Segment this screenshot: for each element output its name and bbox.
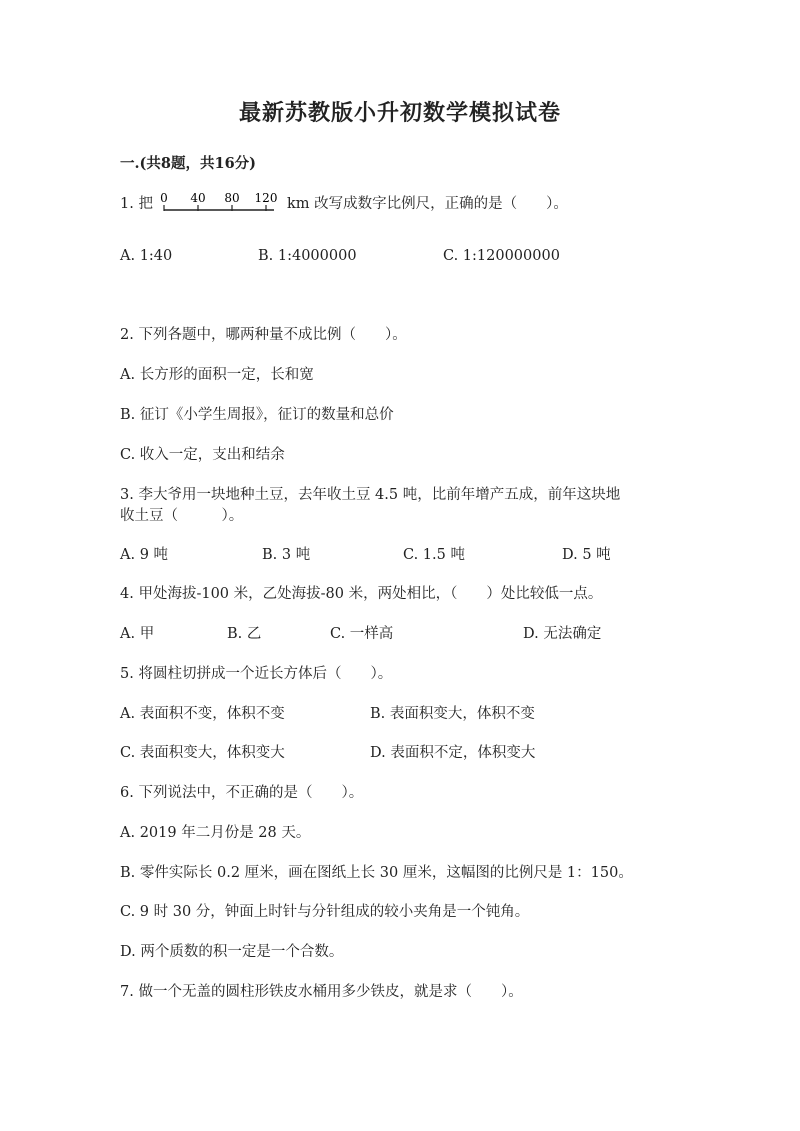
q3-text-line2: 收土豆（ ）。: [120, 508, 244, 524]
q5-option-d: D. 表面积不定，体积变大: [370, 745, 536, 761]
q5-text: 5. 将圆柱切拼成一个近长方体后（ ）。: [120, 666, 393, 682]
scale-label: 0: [160, 191, 168, 205]
q3-option-c: C. 1.5 吨: [403, 547, 465, 563]
q1-option-c: C. 1:120000000: [443, 248, 560, 264]
section-heading: 一.(共8题，共16分): [120, 155, 257, 172]
q4-option-a: A. 甲: [120, 626, 155, 642]
scale-label: 40: [190, 191, 206, 205]
scale-bar-graphic: [158, 190, 280, 216]
q5-option-c: C. 表面积变大，体积变大: [120, 745, 285, 761]
q3-option-a: A. 9 吨: [120, 547, 169, 563]
q6-option-b: B. 零件实际长 0.2 厘米，画在图纸上长 30 厘米，这幅图的比例尺是 1：150。: [120, 865, 633, 881]
q1-suffix: km 改写成数字比例尺，正确的是（ ）。: [287, 196, 568, 212]
q6-option-a: A. 2019 年二月份是 28 天。: [120, 825, 311, 841]
q3-option-d: D. 5 吨: [562, 547, 611, 563]
q1-prefix: 1. 把: [120, 196, 153, 212]
q4-option-c: C. 一样高: [330, 626, 394, 642]
q6-text: 6. 下列说法中，不正确的是（ ）。: [120, 785, 364, 801]
scale-bar: [158, 190, 280, 216]
q2-option-b: B. 征订《小学生周报》，征订的数量和总价: [120, 407, 394, 423]
q5-option-a: A. 表面积不变，体积不变: [120, 706, 285, 722]
q5-option-b: B. 表面积变大，体积不变: [370, 706, 535, 722]
q2-option-a: A. 长方形的面积一定，长和宽: [120, 367, 314, 383]
q6-option-d: D. 两个质数的积一定是一个合数。: [120, 944, 344, 960]
q3-text-line1: 3. 李大爷用一块地种土豆，去年收土豆 4.5 吨，比前年增产五成，前年这块地: [120, 487, 621, 503]
q1-option-b: B. 1:4000000: [258, 248, 357, 264]
q4-text: 4. 甲处海拔-100 米，乙处海拔-80 米，两处相比，（ ）处比较低一点。: [120, 586, 603, 602]
q7-text: 7. 做一个无盖的圆柱形铁皮水桶用多少铁皮，就是求（ ）。: [120, 984, 523, 1000]
q2-text: 2. 下列各题中，哪两种量不成比例（ ）。: [120, 327, 407, 343]
scale-label: 120: [254, 191, 278, 205]
page-title: 最新苏教版小升初数学模拟试卷: [238, 100, 561, 126]
q2-option-c: C. 收入一定，支出和结余: [120, 447, 285, 463]
q6-option-c: C. 9 时 30 分，钟面上时针与分针组成的较小夹角是一个钝角。: [120, 904, 530, 920]
scale-label: 80: [224, 191, 240, 205]
q4-option-b: B. 乙: [227, 626, 262, 642]
q4-option-d: D. 无法确定: [523, 626, 602, 642]
q3-option-b: B. 3 吨: [262, 547, 311, 563]
q1-option-a: A. 1:40: [120, 248, 173, 264]
